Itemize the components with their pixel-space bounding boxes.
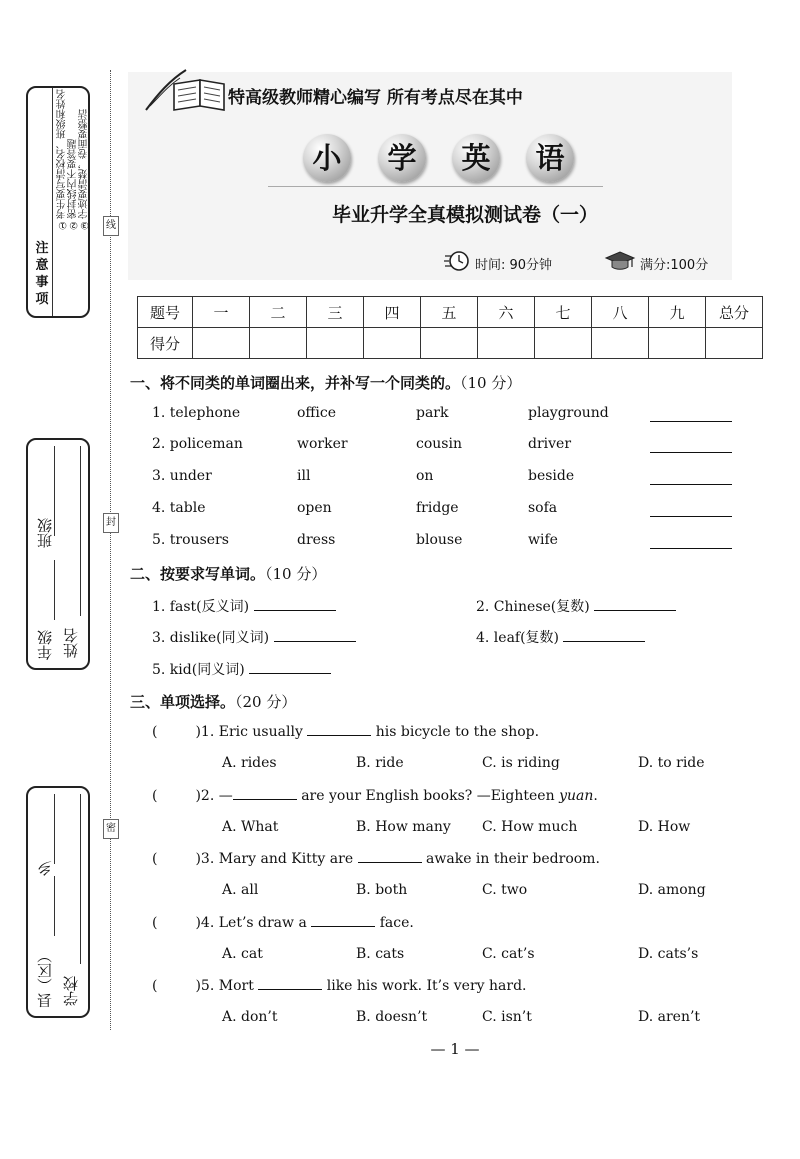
school-blank[interactable]	[80, 794, 81, 964]
slogan: 特高级教师精心编写 所有考点尽在其中	[228, 88, 523, 108]
word: beside	[528, 468, 575, 484]
option: C. cat’s	[482, 946, 535, 962]
score-table	[137, 296, 763, 359]
option: D. How	[638, 819, 691, 835]
answer-blank[interactable]	[563, 629, 645, 642]
school-info-box	[26, 786, 90, 1018]
notice-item-2: ②密封线内不要答题	[68, 139, 79, 230]
score-cell[interactable]	[478, 328, 535, 359]
answer-blank[interactable]	[274, 629, 356, 642]
section-2-title: 二、按要求写单词。（10 分）	[130, 565, 327, 583]
cut-mark-mi: 密	[103, 819, 119, 839]
word: wife	[528, 532, 558, 548]
option: D. aren’t	[638, 1009, 701, 1025]
answer-blank[interactable]	[307, 723, 371, 736]
grade-blank[interactable]	[54, 560, 55, 620]
answer-blank[interactable]	[249, 661, 331, 674]
word: 1. telephone	[152, 405, 241, 421]
book-quill-icon	[140, 66, 228, 114]
graduation-cap-icon	[604, 250, 636, 272]
option: C. two	[482, 882, 528, 898]
score-cell[interactable]	[307, 328, 364, 359]
word: blouse	[416, 532, 463, 548]
answer-blank[interactable]	[650, 421, 732, 422]
notice-item-1: ①考生要写清校名、班级和姓名	[57, 89, 68, 230]
option: A. What	[222, 819, 279, 835]
section-2-item: 1. fast(反义词)	[152, 596, 336, 616]
table-cell: 五	[421, 297, 478, 328]
title-char-2: 学	[378, 134, 426, 182]
table-cell: 九	[649, 297, 706, 328]
exam-subtitle: 毕业升学全真模拟测试卷（一）	[331, 204, 598, 226]
table-cell: 得分	[138, 328, 193, 359]
page-number: — 1 —	[430, 1040, 480, 1058]
table-cell: 一	[193, 297, 250, 328]
notice-item-3: ③字迹要清楚，卷面要整洁	[79, 109, 90, 230]
section-3-title: 三、单项选择。（20 分）	[130, 693, 297, 711]
table-cell: 三	[307, 297, 364, 328]
section-2-item: 3. dislike(同义词)	[152, 627, 356, 647]
answer-blank[interactable]	[311, 914, 375, 927]
class-info-box	[26, 438, 90, 670]
word: playground	[528, 405, 609, 421]
word: 3. under	[152, 468, 212, 484]
full-score: 满分:100分	[640, 258, 709, 273]
name-label: 姓名	[62, 628, 80, 658]
option: A. all	[222, 882, 259, 898]
score-cell[interactable]	[535, 328, 592, 359]
score-cell[interactable]	[592, 328, 649, 359]
option: C. isn’t	[482, 1009, 532, 1025]
answer-blank[interactable]	[233, 787, 297, 800]
county-label: 县（区）	[36, 948, 54, 1008]
table-cell: 题号	[138, 297, 193, 328]
township-blank[interactable]	[54, 794, 55, 864]
option: C. is riding	[482, 755, 560, 771]
score-table-header-row	[138, 297, 763, 328]
word: on	[416, 468, 434, 484]
section-2-item: 2. Chinese(复数)	[476, 596, 676, 616]
answer-blank[interactable]	[594, 598, 676, 611]
word: fridge	[416, 500, 459, 516]
notice-title: 注 意 事 项	[35, 241, 49, 307]
word: ill	[297, 468, 311, 484]
option: D. to ride	[638, 755, 705, 771]
score-cell[interactable]	[649, 328, 706, 359]
grade-label: 年级	[36, 630, 54, 660]
word: 2. policeman	[152, 436, 243, 452]
answer-blank[interactable]	[650, 516, 732, 517]
answer-blank[interactable]	[358, 850, 422, 863]
title-char-4: 语	[526, 134, 574, 182]
answer-blank[interactable]	[254, 598, 336, 611]
section-2-item: 4. leaf(复数)	[476, 627, 645, 647]
score-cell[interactable]	[706, 328, 763, 359]
title-char-3: 英	[452, 134, 500, 182]
option: A. don’t	[222, 1009, 278, 1025]
name-blank[interactable]	[80, 446, 81, 616]
option: B. doesn’t	[356, 1009, 428, 1025]
option: D. among	[638, 882, 706, 898]
title-char-1: 小	[303, 134, 351, 182]
section-1-title: 一、将不同类的单词圈出来，并补写一个同类的。（10 分）	[130, 374, 522, 392]
word: office	[297, 405, 336, 421]
word: cousin	[416, 436, 462, 452]
score-cell[interactable]	[364, 328, 421, 359]
county-blank[interactable]	[54, 876, 55, 936]
section-2-item: 5. kid(同义词)	[152, 659, 331, 679]
table-cell: 六	[478, 297, 535, 328]
score-table-score-row	[138, 328, 763, 359]
word: 5. trousers	[152, 532, 229, 548]
school-label: 学校	[62, 976, 80, 1006]
table-cell: 总分	[706, 297, 763, 328]
option: C. How much	[482, 819, 578, 835]
word: dress	[297, 532, 336, 548]
word: open	[297, 500, 332, 516]
exam-time: 时间: 90分钟	[475, 258, 553, 273]
option: A. cat	[222, 946, 263, 962]
class-label: 班级	[36, 518, 54, 548]
option: B. ride	[356, 755, 404, 771]
option: B. cats	[356, 946, 405, 962]
answer-blank[interactable]	[650, 484, 732, 485]
title-divider	[268, 186, 603, 187]
option: B. How many	[356, 819, 451, 835]
option: A. rides	[222, 755, 277, 771]
word: sofa	[528, 500, 558, 516]
answer-blank[interactable]	[258, 977, 322, 990]
question-stem: ( )4. Let’s draw a face.	[152, 915, 414, 931]
question-stem: ( )2. — are your English books? —Eighteen yuan.	[152, 788, 598, 804]
option: B. both	[356, 882, 408, 898]
answer-blank[interactable]	[650, 548, 732, 549]
word: park	[416, 405, 449, 421]
score-cell[interactable]	[250, 328, 307, 359]
option: D. cats’s	[638, 946, 699, 962]
class-blank[interactable]	[54, 446, 55, 536]
score-cell[interactable]	[421, 328, 478, 359]
table-cell: 二	[250, 297, 307, 328]
word: 4. table	[152, 500, 206, 516]
answer-blank[interactable]	[650, 452, 732, 453]
score-cell[interactable]	[193, 328, 250, 359]
cut-mark-feng: 封	[103, 513, 119, 533]
cut-mark-xian: 线	[103, 216, 119, 236]
question-stem: ( )5. Mort like his work. It’s very hard.	[152, 978, 527, 994]
word: worker	[297, 436, 348, 452]
question-stem: ( )3. Mary and Kitty are awake in their bedroom.	[152, 851, 600, 867]
clock-icon	[443, 250, 471, 272]
table-cell: 七	[535, 297, 592, 328]
question-stem: ( )1. Eric usually his bicycle to the shop.	[152, 724, 540, 740]
word: driver	[528, 436, 572, 452]
township-label: 乡	[36, 861, 54, 876]
table-cell: 八	[592, 297, 649, 328]
table-cell: 四	[364, 297, 421, 328]
